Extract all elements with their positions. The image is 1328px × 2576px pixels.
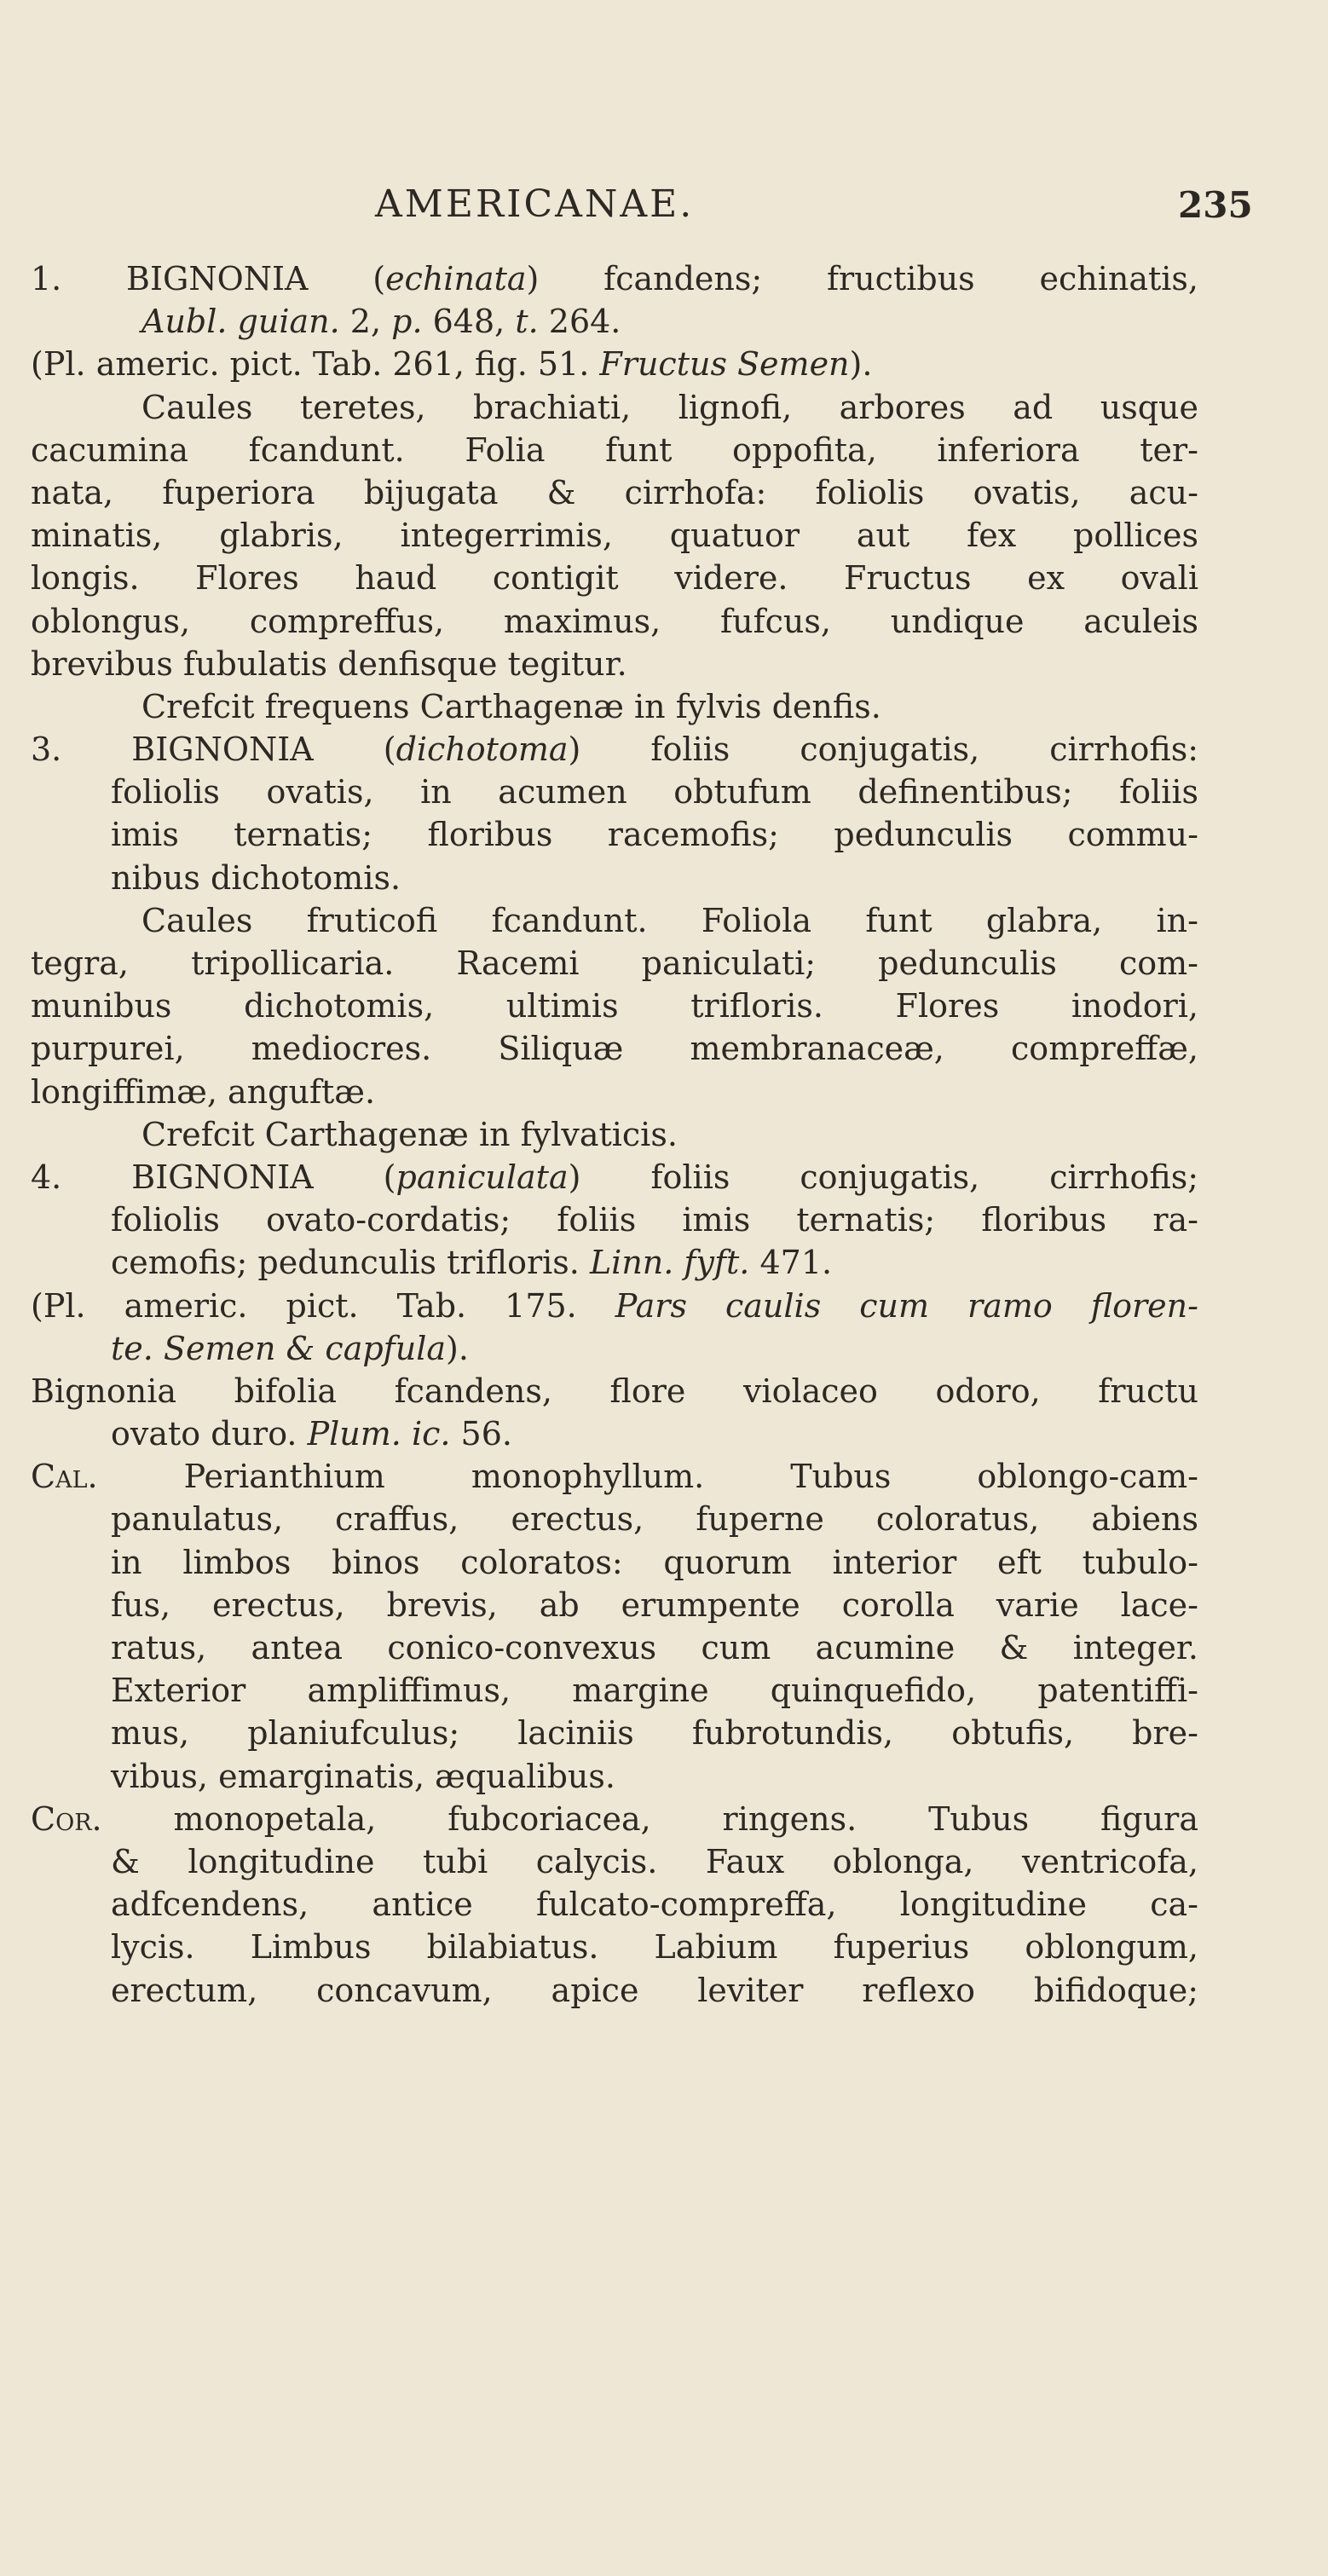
italic-text: Fructus Semen: [599, 345, 850, 384]
text-line: adfcendens, antice fulcato-compreffa, longitudine ca-: [111, 1886, 1198, 1924]
text-line: 1. BIGNONIA (echinata) fcandens; fructibus echinatis,: [31, 260, 1199, 297]
italic-text: Aubl. guian.: [141, 303, 340, 341]
text-line: minatis, glabris, integerrimis, quatuor aut fex pollices: [31, 517, 1198, 555]
text-line: longiffimæ, anguftæ.: [31, 1072, 376, 1111]
text-line: foliolis ovatis, in acumen obtufum definentibus; foliis: [111, 773, 1198, 811]
text-line: Crefcit frequens Carthagenæ in fylvis denfis.: [141, 687, 881, 725]
text-line: cemofis; pedunculis trifloris. Linn. fyft. 471.: [111, 1244, 833, 1282]
page-header: [0, 182, 1328, 242]
text-line: munibus dichotomis, ultimis trifloris. Flores inodori,: [31, 987, 1198, 1025]
text-line: Crefcit Carthagenæ in fylvaticis.: [141, 1115, 678, 1153]
text-line: 4. BIGNONIA (paniculata) foliis conjugatis, cirrhofis;: [31, 1158, 1199, 1196]
text-line: Aubl. guian. 2, p. 648, t. 264.: [141, 303, 621, 341]
text-line: Cal. Perianthium monophyllum. Tubus oblongo-cam-: [31, 1458, 1198, 1496]
text-line: (Pl. americ. pict. Tab. 175. Pars caulis cum ramo floren-: [31, 1286, 1198, 1325]
italic-text: echinata: [385, 260, 527, 297]
italic-text: Plum. ic.: [307, 1415, 451, 1453]
text-line: tegra, tripollicaria. Racemi paniculati; pedunculis com-: [31, 944, 1198, 982]
running-head: AMERICANAE.: [375, 182, 695, 226]
italic-text: p.: [391, 303, 423, 341]
text-line: lycis. Limbus bilabiatus. Labium fuperius oblongum,: [111, 1928, 1198, 1967]
text-line: Caules teretes, brachiati, lignofi, arbores ad usque: [141, 388, 1198, 426]
italic-text: t.: [515, 303, 539, 341]
text-line: oblongus, compreffus, maximus, fufcus, undique aculeis: [31, 602, 1198, 640]
text-line: erectum, concavum, apice leviter reflexo bifidoque;: [111, 1971, 1198, 2009]
text-line: purpurei, mediocres. Siliquæ membranaceæ, compreffæ,: [31, 1030, 1198, 1068]
text-line: Bignonia bifolia fcandens, flore violaceo odoro, fructu: [31, 1372, 1198, 1410]
text-line: imis ternatis; floribus racemofis; pedunculis commu-: [111, 816, 1198, 854]
text-line: brevibus fubulatis denfisque tegitur.: [31, 644, 627, 683]
italic-text: te. Semen & capfula: [111, 1329, 447, 1367]
text-line: Exterior ampliffimus, margine quinquefido, patentiffi-: [111, 1672, 1198, 1710]
italic-text: Linn. fyft.: [589, 1244, 750, 1282]
text-line: Cor. monopetala, fubcoriacea, ringens. Tubus figura: [31, 1799, 1198, 1838]
text-line: ratus, antea conico-convexus cum acumine & integer.: [111, 1629, 1198, 1666]
text-line: Caules fruticofi fcandunt. Foliola funt glabra, in-: [141, 901, 1198, 939]
page-number: 235: [1178, 184, 1253, 226]
text-line: (Pl. americ. pict. Tab. 261, fig. 51. Fructus Semen).: [31, 345, 873, 384]
text-line: te. Semen & capfula).: [111, 1329, 469, 1367]
text-line: 3. BIGNONIA (dichotoma) foliis conjugatis, cirrhofis:: [31, 731, 1199, 769]
smallcaps-label: Cal.: [31, 1458, 98, 1496]
text-line: & longitudine tubi calycis. Faux oblonga, ventricofa,: [111, 1842, 1198, 1880]
italic-text: paniculata: [396, 1158, 569, 1196]
italic-text: dichotoma: [396, 731, 569, 769]
text-line: foliolis ovato-cordatis; foliis imis ternatis; floribus ra-: [111, 1201, 1198, 1239]
text-line: ovato duro. Plum. ic. 56.: [111, 1415, 512, 1453]
text-line: nata, fuperiora bijugata & cirrhofa: foliolis ovatis, acu-: [31, 473, 1198, 511]
text-line: nibus dichotomis.: [111, 858, 401, 897]
text-line: fus, erectus, brevis, ab erumpente corolla varie lace-: [111, 1585, 1198, 1624]
text-line: in limbos binos coloratos: quorum interior eft tubulo-: [111, 1543, 1198, 1581]
text-line: panulatus, craffus, erectus, fuperne coloratus, abiens: [111, 1500, 1198, 1539]
text-line: longis. Flores haud contigit videre. Fructus ex ovali: [31, 559, 1198, 598]
text-line: cacumina fcandunt. Folia funt oppofita, inferiora ter-: [31, 430, 1198, 469]
text-line: mus, planiufculus; laciniis fubrotundis, obtufis, bre-: [111, 1714, 1198, 1753]
text-block: [31, 257, 1198, 2012]
smallcaps-label: Cor.: [31, 1799, 102, 1838]
text-line: vibus, emarginatis, æqualibus.: [111, 1757, 615, 1795]
italic-text: Pars caulis cum ramo floren-: [615, 1286, 1198, 1325]
